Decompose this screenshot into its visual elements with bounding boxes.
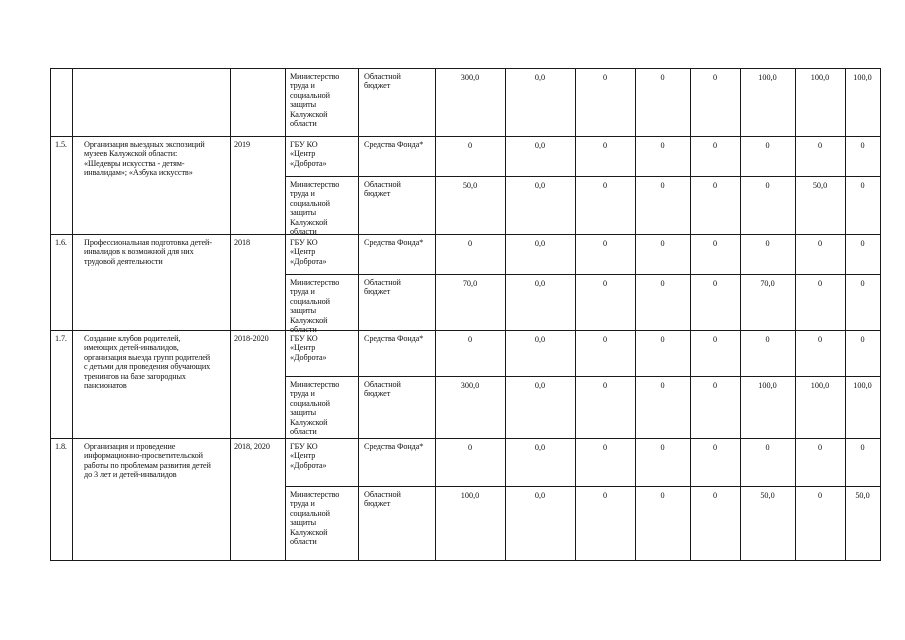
table-row-line bbox=[50, 234, 880, 235]
table-subrow-line bbox=[285, 274, 880, 275]
activity-name: Организация выездных экспозиций музеев Калужской области: «Шедевры искусства - детям- инвалидам»; «Азбука искусств» bbox=[84, 140, 205, 178]
row-number: 1.6. bbox=[55, 238, 67, 247]
table-column-line bbox=[690, 68, 691, 561]
table-column-line bbox=[845, 68, 846, 561]
value-cell: 0,0 bbox=[534, 141, 546, 150]
table-column-line bbox=[635, 68, 636, 561]
executor: ГБУ КО «Центр «Доброта» bbox=[290, 140, 327, 168]
value-cell: 0,0 bbox=[534, 181, 546, 190]
funding-source: Средства Фонда* bbox=[364, 140, 424, 149]
value-cell: 0 bbox=[817, 141, 823, 150]
table-subrow-line bbox=[285, 376, 880, 377]
table-column-line bbox=[740, 68, 741, 561]
value-cell: 0 bbox=[602, 381, 608, 390]
value-cell: 0 bbox=[860, 239, 865, 248]
value-cell: 0 bbox=[660, 73, 665, 82]
table-column-line bbox=[795, 68, 796, 561]
executor: ГБУ КО «Центр «Доброта» bbox=[290, 442, 327, 470]
table-border-bottom bbox=[50, 560, 880, 561]
value-cell: 0 bbox=[712, 335, 718, 344]
value-cell: 0 bbox=[765, 335, 770, 344]
value-cell: 0 bbox=[860, 335, 865, 344]
table-column-line bbox=[50, 68, 51, 561]
years: 2018 bbox=[234, 238, 250, 247]
value-cell: 0 bbox=[602, 335, 608, 344]
value-cell: 0 bbox=[467, 141, 473, 150]
value-cell: 70,0 bbox=[760, 279, 775, 288]
value-cell: 100,0 bbox=[810, 381, 830, 390]
value-cell: 0 bbox=[765, 181, 770, 190]
value-cell: 0,0 bbox=[534, 381, 546, 390]
value-cell: 0 bbox=[467, 239, 473, 248]
value-cell: 0 bbox=[712, 73, 718, 82]
value-cell: 0 bbox=[660, 381, 665, 390]
funding-source: Средства Фонда* bbox=[364, 442, 424, 451]
value-cell: 0 bbox=[817, 335, 823, 344]
activity-name: Создание клубов родителей, имеющих детей-инвалидов, организация выезда групп родителей с детьми для проведения обучающих тренингов на базе загородных пансионатов bbox=[84, 334, 211, 391]
value-cell: 0 bbox=[817, 239, 823, 248]
value-cell: 0,0 bbox=[534, 73, 546, 82]
value-cell: 100,0 bbox=[853, 381, 872, 390]
executor: Министерство труда и социальной защиты Калужской области bbox=[290, 278, 340, 335]
table-column-line bbox=[880, 68, 881, 561]
years: 2018, 2020 bbox=[234, 442, 270, 451]
value-cell: 0 bbox=[602, 239, 608, 248]
table-column-line bbox=[575, 68, 576, 561]
value-cell: 0 bbox=[712, 141, 718, 150]
value-cell: 50,0 bbox=[855, 491, 870, 500]
value-cell: 50,0 bbox=[812, 181, 828, 190]
executor: Министерство труда и социальной защиты Калужской области bbox=[290, 180, 340, 237]
value-cell: 0 bbox=[660, 335, 665, 344]
value-cell: 0 bbox=[765, 443, 770, 452]
value-cell: 0,0 bbox=[534, 491, 546, 500]
value-cell: 0 bbox=[712, 181, 718, 190]
value-cell: 100,0 bbox=[853, 73, 872, 82]
value-cell: 0 bbox=[602, 73, 608, 82]
value-cell: 0 bbox=[467, 443, 473, 452]
funding-source: Средства Фонда* bbox=[364, 238, 424, 247]
years: 2019 bbox=[234, 140, 250, 149]
value-cell: 0,0 bbox=[534, 443, 546, 452]
value-cell: 0 bbox=[860, 141, 865, 150]
value-cell: 300,0 bbox=[460, 73, 480, 82]
value-cell: 0 bbox=[660, 239, 665, 248]
value-cell: 0,0 bbox=[534, 239, 546, 248]
executor: ГБУ КО «Центр «Доброта» bbox=[290, 238, 327, 266]
value-cell: 0 bbox=[602, 443, 608, 452]
funding-source: Средства Фонда* bbox=[364, 334, 424, 343]
row-number: 1.8. bbox=[55, 442, 67, 451]
executor: Министерство труда и социальной защиты Калужской области bbox=[290, 72, 340, 129]
value-cell: 0 bbox=[712, 239, 718, 248]
funding-source: Областной бюджет bbox=[364, 490, 401, 509]
value-cell: 0 bbox=[660, 491, 665, 500]
value-cell: 70,0 bbox=[462, 279, 478, 288]
value-cell: 100,0 bbox=[460, 491, 480, 500]
funding-source: Областной бюджет bbox=[364, 180, 401, 199]
value-cell: 0 bbox=[765, 141, 770, 150]
value-cell: 0 bbox=[817, 279, 823, 288]
value-cell: 100,0 bbox=[758, 73, 777, 82]
value-cell: 0 bbox=[712, 279, 718, 288]
value-cell: 0 bbox=[660, 141, 665, 150]
value-cell: 0 bbox=[712, 443, 718, 452]
activity-name: Организация и проведение информационно-просветительской работы по проблемам развития детей до 3 лет и детей-инвалидов bbox=[84, 442, 211, 480]
table-row-line bbox=[50, 136, 880, 137]
value-cell: 0,0 bbox=[534, 279, 546, 288]
value-cell: 0 bbox=[602, 181, 608, 190]
value-cell: 0 bbox=[602, 141, 608, 150]
value-cell: 0 bbox=[817, 491, 823, 500]
value-cell: 300,0 bbox=[460, 381, 480, 390]
table-column-line bbox=[505, 68, 506, 561]
value-cell: 0 bbox=[860, 181, 865, 190]
value-cell: 50,0 bbox=[462, 181, 478, 190]
executor: ГБУ КО «Центр «Доброта» bbox=[290, 334, 327, 362]
row-number: 1.5. bbox=[55, 140, 67, 149]
table-border-top bbox=[50, 68, 880, 69]
value-cell: 0 bbox=[602, 279, 608, 288]
row-number: 1.7. bbox=[55, 334, 67, 343]
years: 2018-2020 bbox=[234, 334, 269, 343]
table-column-line bbox=[72, 68, 73, 561]
value-cell: 0 bbox=[602, 491, 608, 500]
activity-name: Профессиональная подготовка детей- инвалидов к возможной для них трудовой деятельности bbox=[84, 238, 212, 266]
executor: Министерство труда и социальной защиты Калужской области bbox=[290, 380, 340, 437]
value-cell: 0 bbox=[765, 239, 770, 248]
value-cell: 100,0 bbox=[810, 73, 830, 82]
value-cell: 0,0 bbox=[534, 335, 546, 344]
value-cell: 0 bbox=[817, 443, 823, 452]
value-cell: 0 bbox=[860, 443, 865, 452]
table-column-line bbox=[285, 68, 286, 561]
funding-source: Областной бюджет bbox=[364, 72, 401, 91]
table-row-line bbox=[50, 330, 880, 331]
funding-source: Областной бюджет bbox=[364, 278, 401, 297]
value-cell: 0 bbox=[467, 335, 473, 344]
funding-source: Областной бюджет bbox=[364, 380, 401, 399]
executor: Министерство труда и социальной защиты Калужской области bbox=[290, 490, 340, 547]
value-cell: 0 bbox=[712, 381, 718, 390]
table-subrow-line bbox=[285, 176, 880, 177]
value-cell: 0 bbox=[712, 491, 718, 500]
budget-table bbox=[50, 68, 880, 560]
table-column-line bbox=[435, 68, 436, 561]
value-cell: 0 bbox=[660, 279, 665, 288]
value-cell: 0 bbox=[860, 279, 865, 288]
table-row-line bbox=[50, 438, 880, 439]
value-cell: 50,0 bbox=[760, 491, 775, 500]
value-cell: 100,0 bbox=[758, 381, 777, 390]
value-cell: 0 bbox=[660, 443, 665, 452]
table-subrow-line bbox=[285, 486, 880, 487]
value-cell: 0 bbox=[660, 181, 665, 190]
